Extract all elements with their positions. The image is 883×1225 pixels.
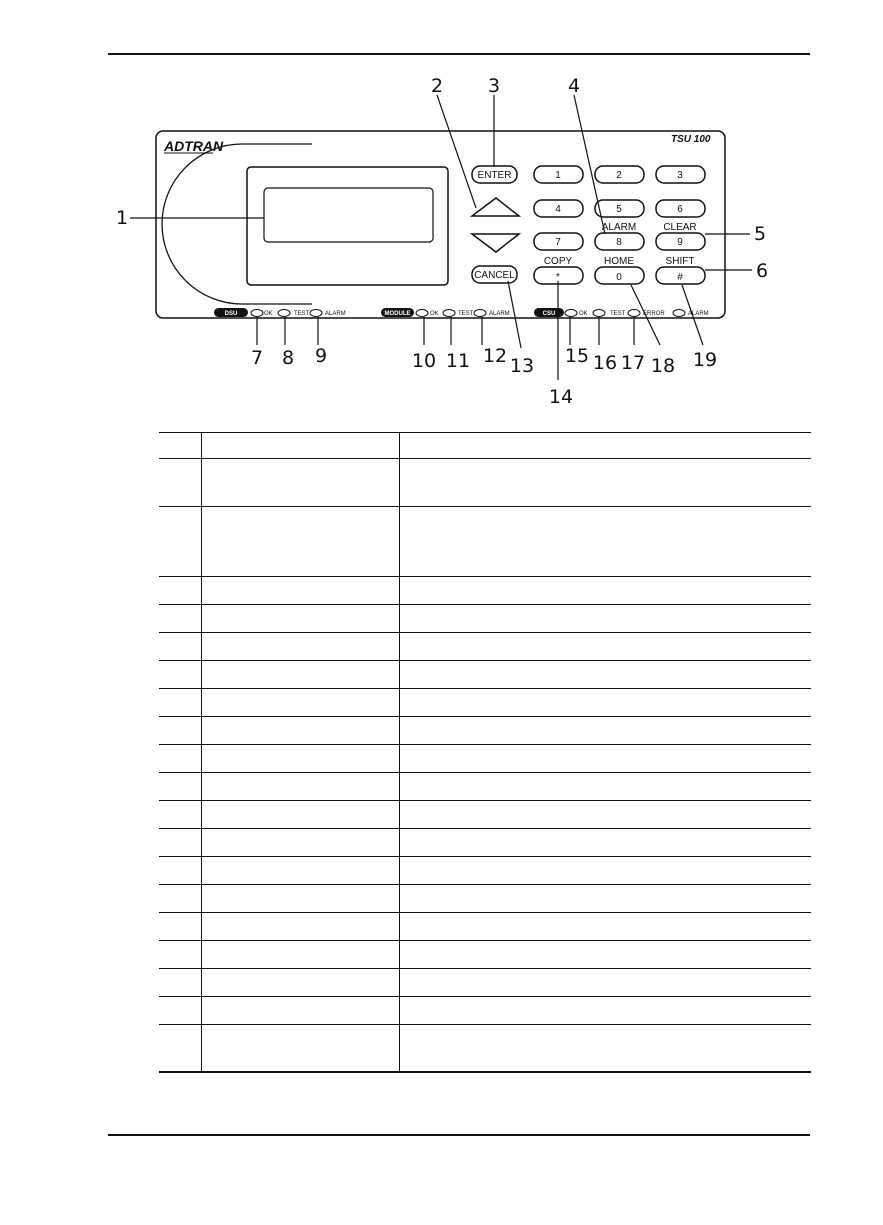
table-cell (202, 1025, 400, 1072)
table-cell (400, 661, 812, 689)
table-cell (400, 885, 812, 913)
table-cell (202, 689, 400, 717)
key-table (159, 432, 811, 1073)
lcd-display (264, 188, 433, 242)
callout-12: 12 (482, 345, 508, 367)
callout-6: 6 (755, 260, 769, 282)
table-cell (159, 717, 202, 745)
table-cell (400, 997, 812, 1025)
bottom-rule (108, 1134, 810, 1136)
table-cell (400, 857, 812, 885)
svg-text:OK: OK (264, 311, 273, 317)
model-label: TSU 100 (671, 134, 711, 145)
module-alarm-led (474, 310, 486, 317)
csu-test-led (593, 310, 605, 317)
table-cell (159, 661, 202, 689)
table-cell (400, 605, 812, 633)
key-9[interactable] (656, 233, 705, 250)
brand-logo: ADTRAN (164, 138, 224, 154)
svg-text:OK: OK (579, 311, 588, 317)
table-cell (400, 969, 812, 997)
table-cell (400, 633, 812, 661)
hash-key[interactable] (656, 267, 705, 284)
csu-ok-led (565, 310, 577, 317)
table-cell (400, 433, 812, 459)
table-row (159, 459, 811, 507)
table-cell (202, 773, 400, 801)
callout-11: 11 (445, 350, 471, 372)
svg-text:ALARM: ALARM (325, 311, 346, 317)
svg-text:MODULE: MODULE (384, 311, 411, 317)
table-cell (400, 717, 812, 745)
callout-2: 2 (430, 75, 444, 97)
table-row (159, 829, 811, 857)
table-header-row (159, 433, 811, 459)
csu-alarm-led (673, 310, 685, 317)
table-cell (400, 773, 812, 801)
table-cell (202, 913, 400, 941)
table-row (159, 745, 811, 773)
clear-key-label: CLEAR (663, 222, 697, 233)
table-cell (202, 969, 400, 997)
table-cell (400, 913, 812, 941)
table-cell (159, 801, 202, 829)
svg-text:0: 0 (616, 272, 622, 283)
table-cell (159, 941, 202, 969)
table-cell (400, 459, 812, 507)
table-cell (159, 577, 202, 605)
svg-text:3: 3 (677, 170, 683, 181)
cancel-key[interactable] (472, 266, 517, 283)
key-3[interactable] (656, 166, 705, 183)
table-row (159, 717, 811, 745)
svg-text:TEST: TEST (458, 311, 474, 317)
key-7[interactable] (534, 233, 583, 250)
enter-key[interactable] (472, 166, 517, 183)
callout-19: 19 (692, 349, 718, 371)
key-2[interactable] (595, 166, 644, 183)
table-cell (159, 689, 202, 717)
table-row (159, 913, 811, 941)
table-cell (159, 459, 202, 507)
module-ok-led (416, 310, 428, 317)
table-cell (202, 941, 400, 969)
table-cell (159, 997, 202, 1025)
table-row (159, 997, 811, 1025)
table-row (159, 969, 811, 997)
svg-text:CSU: CSU (542, 311, 556, 317)
front-panel-diagram (0, 0, 883, 420)
key-4[interactable] (534, 200, 583, 217)
table-cell (400, 689, 812, 717)
table-cell (202, 857, 400, 885)
callout-14: 14 (548, 386, 574, 408)
table-row (159, 689, 811, 717)
table-row (159, 605, 811, 633)
table-row (159, 885, 811, 913)
callout-13: 13 (509, 355, 535, 377)
table-row (159, 633, 811, 661)
table-cell (202, 433, 400, 459)
shift-key-label: SHIFT (665, 256, 695, 267)
svg-text:DSU: DSU (224, 311, 238, 317)
table-cell (202, 801, 400, 829)
callout-1: 1 (115, 207, 129, 229)
table-cell (202, 577, 400, 605)
table-cell (202, 459, 400, 507)
table-row (159, 857, 811, 885)
dsu-alarm-led (310, 310, 322, 317)
callout-9: 9 (314, 345, 328, 367)
table-row (159, 577, 811, 605)
svg-text:OK: OK (430, 311, 439, 317)
table-cell (202, 605, 400, 633)
table-cell (159, 969, 202, 997)
table-cell (202, 745, 400, 773)
svg-text:5: 5 (616, 204, 622, 215)
key-8[interactable] (595, 233, 644, 250)
callout-8: 8 (281, 347, 295, 369)
key-5[interactable] (595, 200, 644, 217)
table-cell (400, 801, 812, 829)
svg-text:4: 4 (555, 204, 561, 215)
table-row (159, 773, 811, 801)
table-cell (202, 885, 400, 913)
table-cell (400, 941, 812, 969)
svg-text:7: 7 (555, 237, 561, 248)
svg-text:ENTER: ENTER (477, 170, 512, 181)
svg-text:CANCEL: CANCEL (474, 270, 515, 281)
table-cell (159, 857, 202, 885)
table-cell (159, 633, 202, 661)
table-row (159, 801, 811, 829)
table-cell (400, 1025, 812, 1072)
table-row (159, 941, 811, 969)
svg-text:2: 2 (616, 170, 622, 181)
table-row (159, 507, 811, 577)
table-cell (202, 829, 400, 857)
copy-key-label: COPY (543, 256, 573, 267)
dsu-ok-led (251, 310, 263, 317)
callout-18: 18 (650, 355, 676, 377)
key-0[interactable] (595, 267, 644, 284)
table-cell (159, 507, 202, 577)
key-6[interactable] (656, 200, 705, 217)
table-row (159, 1025, 811, 1072)
table-cell (202, 633, 400, 661)
table-cell (159, 745, 202, 773)
module-test-led (443, 310, 455, 317)
callout-5: 5 (753, 223, 767, 245)
callout-17: 17 (620, 352, 646, 374)
svg-text:6: 6 (677, 204, 683, 215)
svg-text:ALARM: ALARM (688, 311, 709, 317)
table-cell (159, 885, 202, 913)
svg-text:*: * (556, 272, 560, 283)
dsu-test-led (278, 310, 290, 317)
callout-15: 15 (564, 345, 590, 367)
svg-text:TEST: TEST (610, 311, 626, 317)
svg-text:ALARM: ALARM (489, 311, 510, 317)
callout-3: 3 (487, 75, 501, 97)
svg-text:8: 8 (616, 237, 622, 248)
callout-16: 16 (592, 352, 618, 374)
table-cell (400, 829, 812, 857)
table-cell (202, 717, 400, 745)
table-cell (159, 913, 202, 941)
key-1[interactable] (534, 166, 583, 183)
svg-text:9: 9 (677, 237, 683, 248)
csu-error-led (628, 310, 640, 317)
table-cell (159, 1025, 202, 1072)
svg-text:ERROR: ERROR (643, 311, 665, 317)
home-key-label: HOME (604, 256, 634, 267)
alarm-key-label: ALARM (601, 222, 637, 233)
table-cell (202, 507, 400, 577)
table-cell (202, 997, 400, 1025)
table-cell (159, 829, 202, 857)
svg-text:#: # (677, 272, 683, 283)
table-cell (159, 605, 202, 633)
table-cell (159, 433, 202, 459)
svg-text:1: 1 (555, 170, 561, 181)
table-cell (400, 507, 812, 577)
svg-text:TEST: TEST (294, 311, 310, 317)
table-cell (159, 773, 202, 801)
table-cell (202, 661, 400, 689)
table-row (159, 661, 811, 689)
callout-4: 4 (567, 75, 581, 97)
table-cell (400, 577, 812, 605)
callout-7: 7 (250, 347, 264, 369)
callout-10: 10 (411, 350, 437, 372)
table-cell (400, 745, 812, 773)
